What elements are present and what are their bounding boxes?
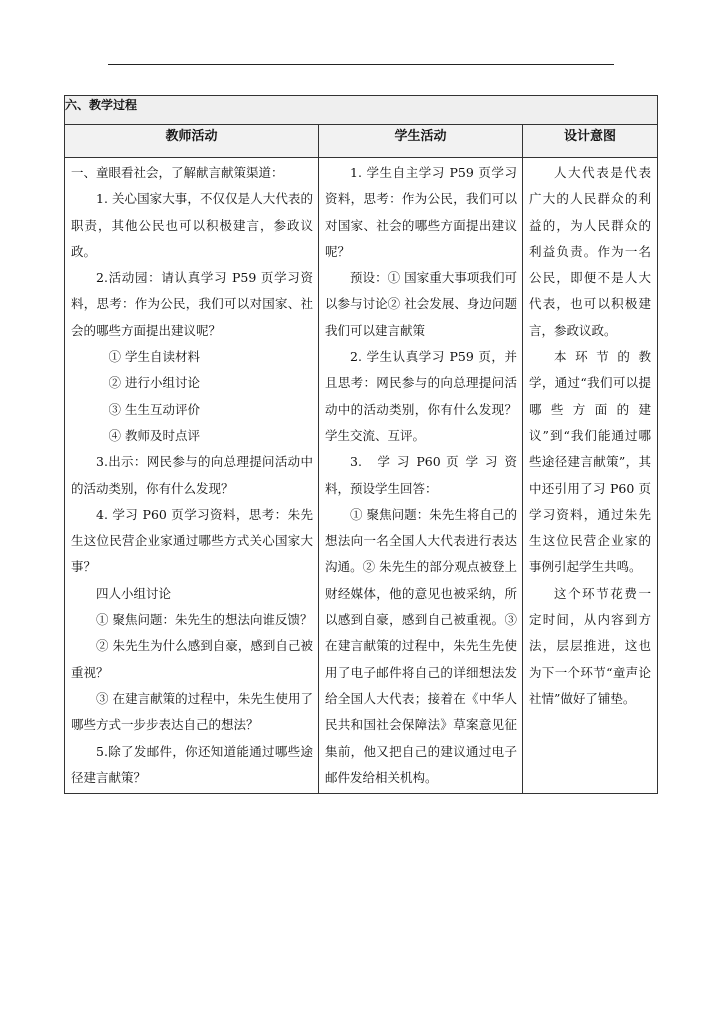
- column-header-row: [65, 125, 658, 158]
- teacher-activity-paragraph: 3.出示：网民参与的向总理提问活动中的活动类别，你有什么发现？: [71, 454, 313, 496]
- content-row: [65, 158, 658, 794]
- student-activity-header: 学生活动: [319, 125, 523, 158]
- header-rule: [108, 64, 614, 65]
- teacher-activity-paragraph: ② 朱先生为什么感到自豪，感到自己被重视？: [71, 638, 313, 680]
- teacher-activity-paragraph: 四人小组讨论: [96, 585, 172, 601]
- teacher-activity-header: 教师活动: [65, 125, 319, 158]
- student-activity-paragraph: ① 聚焦问题：朱先生将自己的想法向一名全国人大代表进行表达沟通。② 朱先生的部分观点被登上财经媒体，他的意见也被采纳，所以感到自豪，感到自己被重视。③ 在建言献策的过程中，朱先生先使用了电子邮件将自己的详细想法发给全国人大代表；接着在《中华人民共和国社会保障法》草案意见征集前，他又把自己的建议通过电子邮件发给相关机构。: [325, 506, 517, 785]
- teacher-activity-paragraph: 一、童眼看社会，了解献言献策渠道：: [71, 165, 284, 180]
- student-activity-paragraph: 预设：① 国家重大事项我们可以参与讨论② 社会发展、身边问题我们可以建言献策: [325, 270, 517, 338]
- teacher-activity-paragraph: ③ 在建言献策的过程中，朱先生使用了哪些方式一步步表达自己的想法？: [71, 690, 313, 733]
- design-intent-paragraph: 本 环 节 的 教 学，通过“我们可以提哪些方面的建议”到“我们能通过哪些途径建言献策”，其中还引用了习 P60 页学习资料，通过朱先生这位民营企业家的事例引起学生共鸣。: [529, 349, 652, 575]
- teacher-activity-paragraph: ① 学生自读材料: [108, 349, 200, 365]
- student-activity-paragraph: 1. 学生自主学习 P59 页学习资料，思考：作为公民，我们可以对国家、社会的哪些方面提出建议呢？: [325, 165, 517, 259]
- design-intent-paragraph: 人大代表是代表广大的人民群众的利益的，为人民群众的利益负责。作为一名公民，即便不是人大代表，也可以积极建言，参政议政。: [529, 165, 652, 338]
- teacher-activity-paragraph: 4. 学习 P60 页学习资料，思考：朱先生这位民营企业家通过哪些方式关心国家大事？: [71, 506, 313, 575]
- teacher-activity-paragraph: 1. 关心国家大事，不仅仅是人大代表的职责，其他公民也可以积极建言，参政议政。: [71, 191, 313, 259]
- teacher-activity-paragraph: 5.除了发邮件，你还知道能通过哪些途径建言献策？: [71, 743, 313, 785]
- student-activity-cell: [319, 158, 523, 794]
- teacher-activity-paragraph: ② 进行小组讨论: [108, 375, 200, 391]
- teacher-activity-paragraph: ① 聚焦问题：朱先生的想法向谁反馈？: [96, 612, 313, 628]
- teacher-activity-paragraph: ④ 教师及时点评: [108, 427, 200, 443]
- teacher-activity-paragraph: ③ 生生互动评价: [108, 401, 200, 417]
- teacher-activity-paragraph: 2.活动园：请认真学习 P59 页学习资料，思考：作为公民，我们可以对国家、社会的哪些方面提出建议呢？: [71, 270, 313, 338]
- student-activity-content: [319, 158, 522, 793]
- teacher-activity-content: [65, 158, 318, 793]
- teaching-process-table: [64, 95, 658, 794]
- section-title-row: [65, 96, 658, 125]
- design-intent-paragraph: 这个环节花费一定时间，从内容到方法，层层推进，这也为下一个环节“童声论社情”做好了铺垫。: [529, 585, 652, 706]
- design-intent-cell: [523, 158, 658, 794]
- teacher-activity-cell: [65, 158, 319, 794]
- student-activity-paragraph: 3. 学 习 P60 页 学 习 资 料，预设学生回答：: [325, 454, 517, 496]
- design-intent-header: 设计意图: [523, 125, 658, 158]
- student-activity-paragraph: 2. 学生认真学习 P59 页，并且思考：网民参与的向总理提问活动中的活动类别，你有什么发现？学生交流、互评。: [325, 349, 517, 443]
- section-title: 六、教学过程: [65, 96, 658, 125]
- design-intent-content: [523, 158, 657, 714]
